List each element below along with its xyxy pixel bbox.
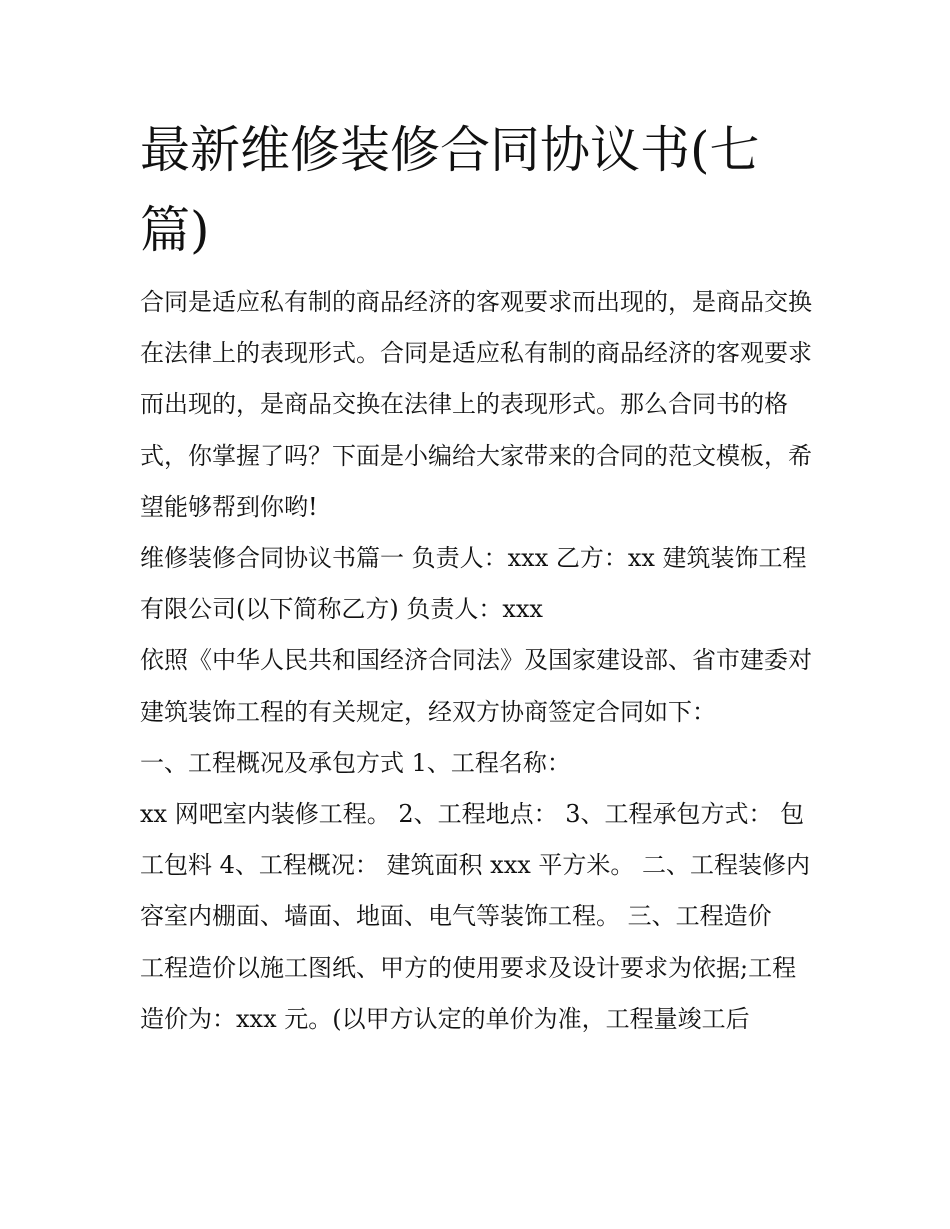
paragraph-section-one-heading: 一、工程概况及承包方式 1、工程名称： [140,748,571,777]
paragraph-legal-basis: 依照《中华人民共和国经济合同法》及国家建设部、省市建委对建筑装饰工程的有关规定，经双方协商签定合同如下： [140,646,812,726]
document-body [140,277,820,1045]
paragraph-project-details: xx 网吧室内装修工程。 2、工程地点： 3、工程承包方式： 包工包料 4、工程概况： 建筑面积 xxx 平方米。 二、工程装修内容室内棚面、墙面、地面、电气等装饰工程。 三、工程造价 [140,800,811,931]
paragraph-intro: 合同是适应私有制的商品经济的客观要求而出现的，是商品交换在法律上的表现形式。合同是适应私有制的商品经济的客观要求而出现的，是商品交换在法律上的表现形式。那么合同书的格式，你掌握了吗？下面是小编给大家带来的合同的范文模板，希望能够帮到你哟! [140,288,812,521]
paragraph-parties: 维修装修合同协议书篇一 负责人：xxx 乙方：xx 建筑装饰工程有限公司(以下简称乙方) 负责人：xxx [140,544,807,624]
document-title: 最新维修装修合同协议书(七篇) [140,121,760,259]
paragraph-project-cost: 工程造价以施工图纸、甲方的使用要求及设计要求为依据;工程造价为：xxx 元。(以甲方认定的单价为准，工程量竣工后 [140,953,797,1033]
